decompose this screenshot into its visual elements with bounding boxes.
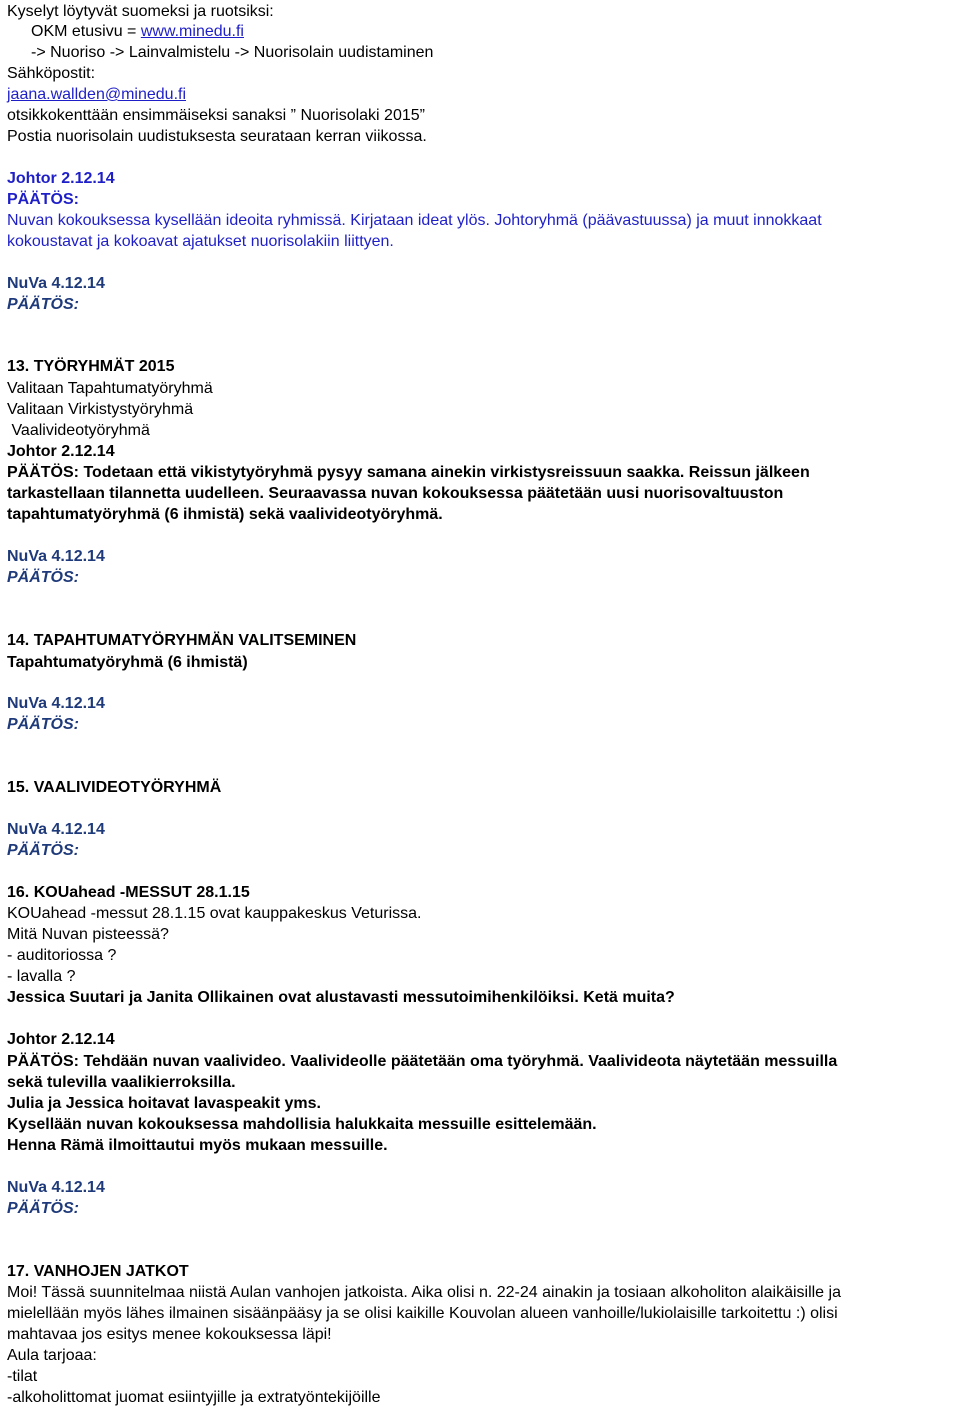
body-text: Jessica Suutari ja Janita Ollikainen ovat alustavasti messutoimihenkilöiksi. Ketä muita?	[7, 989, 675, 1006]
johtor-date: Johtor 2.12.14	[7, 443, 115, 460]
section-14-subheading: Tapahtumatyöryhmä (6 ihmistä)	[7, 654, 248, 671]
intro-line: Kyselyt löytyvät suomeksi ja ruotsiksi:	[7, 3, 274, 20]
body-text: -alkoholittomat juomat esiintyjille ja extratyöntekijöille	[7, 1389, 381, 1406]
mail-follow-up: Postia nuorisolain uudistuksesta seurataan kerran viikossa.	[7, 128, 427, 145]
body-text: Aula tarjoaa:	[7, 1347, 97, 1364]
body-text: - lavalla ?	[7, 968, 76, 985]
minedu-link[interactable]: www.minedu.fi	[140, 23, 244, 40]
decision-text: kokoustavat ja kokoavat ajatukset nuorisolakiin liittyen.	[7, 233, 394, 250]
nuva-decision-label: PÄÄTÖS:	[7, 296, 79, 313]
decision-text: tarkastellaan tilannetta uudelleen. Seuraavassa nuvan kokouksessa päätetään uusi nuorisovaltuuston	[7, 485, 784, 502]
agenda-item: Valitaan Tapahtumatyöryhmä	[7, 380, 213, 397]
section-13-heading: 13. TYÖRYHMÄT 2015	[7, 358, 175, 375]
body-text: mahtavaa jos esitys menee kokouksessa läpi!	[7, 1326, 332, 1343]
decision-text: Henna Rämä ilmoittautui myös mukaan messuille.	[7, 1137, 388, 1154]
nuva-date: NuVa 4.12.14	[7, 275, 105, 292]
body-text: Mitä Nuvan pisteessä?	[7, 926, 169, 943]
decision-text: Julia ja Jessica hoitavat lavaspeakit yms.	[7, 1095, 321, 1112]
nuva-date: NuVa 4.12.14	[7, 548, 105, 565]
nuva-decision-label: PÄÄTÖS:	[7, 569, 79, 586]
johtor-date: Johtor 2.12.14	[7, 170, 115, 187]
nuva-date: NuVa 4.12.14	[7, 695, 105, 712]
johtor-date: Johtor 2.12.14	[7, 1031, 115, 1048]
nuva-decision-label: PÄÄTÖS:	[7, 842, 79, 859]
agenda-item: Valitaan Virkistystyöryhmä	[7, 401, 194, 418]
decision-text: sekä tulevilla vaalikierroksilla.	[7, 1074, 236, 1091]
decision-label: PÄÄTÖS:	[7, 191, 79, 208]
decision-text: tapahtumatyöryhmä (6 ihmistä) sekä vaalivideotyöryhmä.	[7, 506, 443, 523]
section-16-heading: 16. KOUahead -MESSUT 28.1.15	[7, 884, 250, 901]
nuva-date: NuVa 4.12.14	[7, 821, 105, 838]
body-text: - auditoriossa ?	[7, 947, 117, 964]
nuva-decision-label: PÄÄTÖS:	[7, 716, 79, 733]
homepage-label: OKM etusivu =	[31, 23, 141, 40]
ministry-homepage-line	[31, 22, 244, 42]
body-text: -tilat	[7, 1368, 38, 1385]
email-link[interactable]: jaana.wallden@minedu.fi	[7, 86, 187, 103]
nuva-date: NuVa 4.12.14	[7, 1179, 105, 1196]
section-15-heading: 15. VAALIVIDEOTYÖRYHMÄ	[7, 779, 222, 796]
decision-text: Nuvan kokouksessa kysellään ideoita ryhmissä. Kirjataan ideat ylös. Johtoryhmä (päävastuussa) ja muut innokkaat	[7, 212, 822, 229]
email-label: Sähköpostit:	[7, 65, 96, 82]
section-14-heading: 14. TAPAHTUMATYÖRYHMÄN VALITSEMINEN	[7, 632, 357, 649]
decision-text: PÄÄTÖS: Todetaan että vikistytyöryhmä pysyy samana ainekin virkistysreissuun saakka. Reissun jälkeen	[7, 464, 810, 481]
body-text: mielellään myös lähes ilmainen sisäänpääsy ja se olisi kaikille Kouvolan alueen vanhoille/lukiolaisille tarkoitettu :) olisi	[7, 1305, 838, 1322]
body-text: Moi! Tässä suunnitelmaa niistä Aulan vanhojen jatkoista. Aika olisi n. 22-24 ainakin ja tosiaan alkoholiton alaikäisille ja	[7, 1284, 841, 1301]
body-text: KOUahead -messut 28.1.15 ovat kauppakeskus Veturissa.	[7, 905, 422, 922]
decision-text: Kysellään nuvan kokouksessa mahdollisia halukkaita messuille esittelemään.	[7, 1116, 597, 1133]
decision-text: PÄÄTÖS: Tehdään nuvan vaalivideo. Vaalivideolle päätetään oma työryhmä. Vaalivideota näytetään messuilla	[7, 1053, 838, 1070]
nuva-decision-label: PÄÄTÖS:	[7, 1200, 79, 1217]
navigation-path: -> Nuoriso -> Lainvalmistelu -> Nuorisolain uudistaminen	[31, 44, 434, 61]
agenda-item: Vaalivideotyöryhmä	[7, 422, 150, 439]
subject-instruction: otsikkokenttään ensimmäiseksi sanaksi ” Nuorisolaki 2015”	[7, 107, 425, 124]
section-17-heading: 17. VANHOJEN JATKOT	[7, 1263, 189, 1280]
